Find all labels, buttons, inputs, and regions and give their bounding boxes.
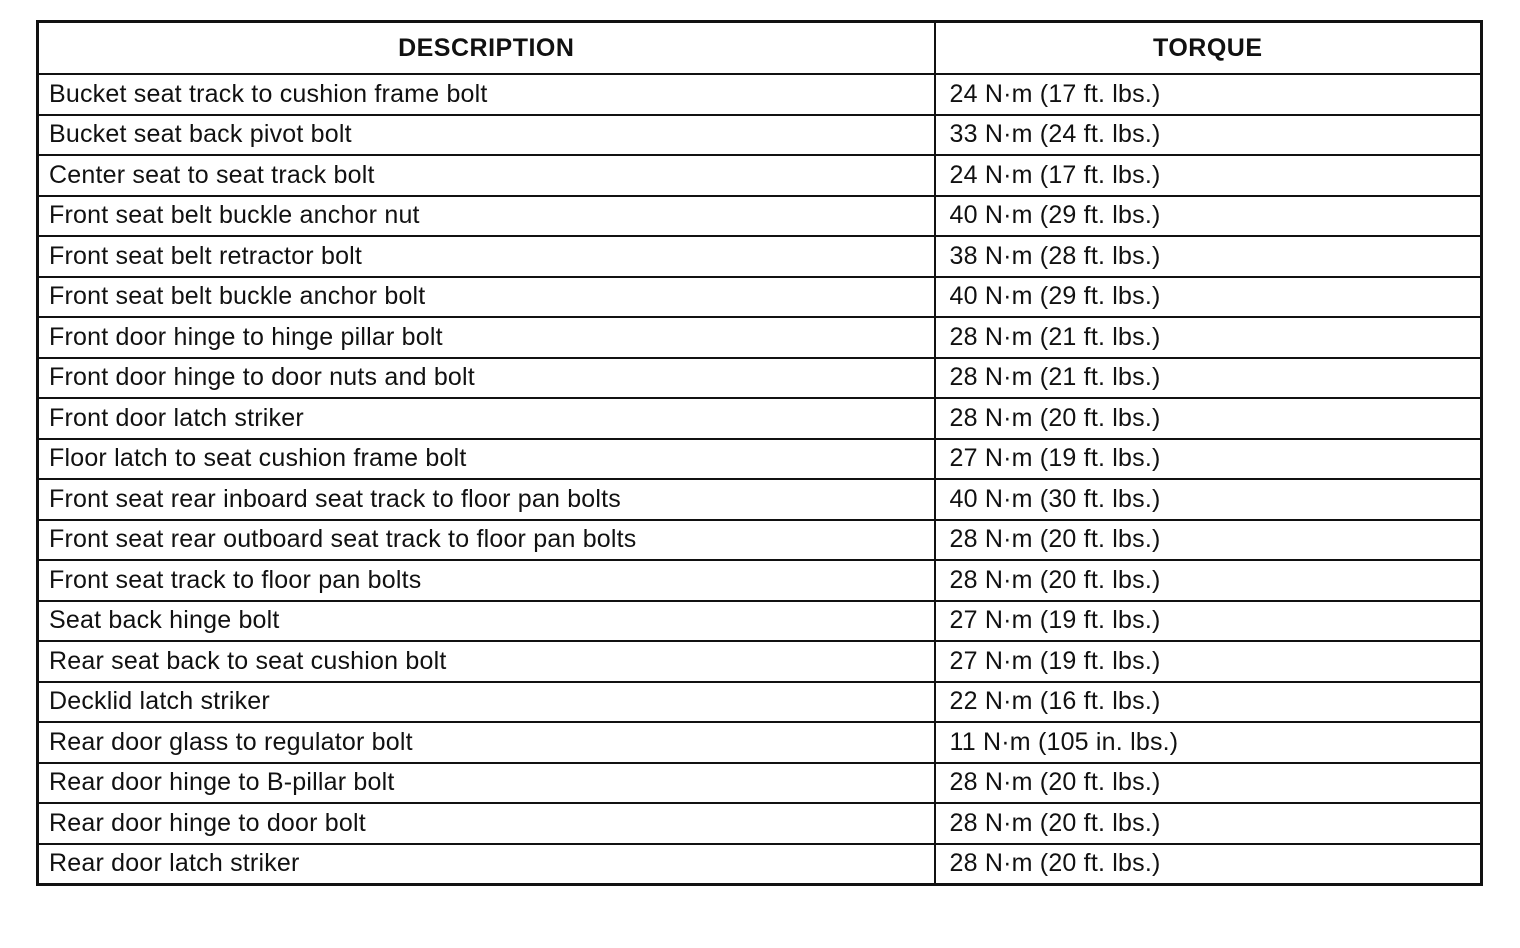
- torque-specification-table: [36, 20, 1483, 886]
- description-cell: Front seat belt buckle anchor nut: [38, 196, 935, 237]
- torque-cell: 28 N·m (20 ft. lbs.): [935, 763, 1482, 804]
- header-description: DESCRIPTION: [38, 22, 935, 75]
- torque-cell: 28 N·m (20 ft. lbs.): [935, 520, 1482, 561]
- torque-cell: 11 N·m (105 in. lbs.): [935, 722, 1482, 763]
- description-cell: Front door hinge to hinge pillar bolt: [38, 317, 935, 358]
- table-row: [38, 155, 1482, 196]
- description-cell: Front door hinge to door nuts and bolt: [38, 358, 935, 399]
- table-row: [38, 844, 1482, 885]
- torque-cell: 40 N·m (30 ft. lbs.): [935, 479, 1482, 520]
- description-cell: Center seat to seat track bolt: [38, 155, 935, 196]
- description-cell: Floor latch to seat cushion frame bolt: [38, 439, 935, 480]
- torque-cell: 27 N·m (19 ft. lbs.): [935, 641, 1482, 682]
- table-header: [38, 22, 1482, 75]
- torque-cell: 24 N·m (17 ft. lbs.): [935, 155, 1482, 196]
- header-row: [38, 22, 1482, 75]
- torque-cell: 28 N·m (20 ft. lbs.): [935, 398, 1482, 439]
- torque-cell: 22 N·m (16 ft. lbs.): [935, 682, 1482, 723]
- description-cell: Front seat track to floor pan bolts: [38, 560, 935, 601]
- table-row: [38, 115, 1482, 156]
- description-cell: Bucket seat back pivot bolt: [38, 115, 935, 156]
- table-row: [38, 803, 1482, 844]
- table-row: [38, 641, 1482, 682]
- table-body: [38, 74, 1482, 885]
- table-row: [38, 317, 1482, 358]
- table-row: [38, 196, 1482, 237]
- description-cell: Front seat belt buckle anchor bolt: [38, 277, 935, 318]
- torque-cell: 27 N·m (19 ft. lbs.): [935, 439, 1482, 480]
- description-cell: Front seat belt retractor bolt: [38, 236, 935, 277]
- torque-cell: 28 N·m (20 ft. lbs.): [935, 803, 1482, 844]
- description-cell: Front seat rear inboard seat track to floor pan bolts: [38, 479, 935, 520]
- table-row: [38, 236, 1482, 277]
- header-torque: TORQUE: [935, 22, 1482, 75]
- torque-cell: 24 N·m (17 ft. lbs.): [935, 74, 1482, 115]
- torque-cell: 28 N·m (20 ft. lbs.): [935, 560, 1482, 601]
- description-cell: Front door latch striker: [38, 398, 935, 439]
- table-row: [38, 479, 1482, 520]
- torque-cell: 28 N·m (21 ft. lbs.): [935, 317, 1482, 358]
- table-row: [38, 277, 1482, 318]
- table-row: [38, 358, 1482, 399]
- table-row: [38, 601, 1482, 642]
- description-cell: Rear door hinge to door bolt: [38, 803, 935, 844]
- torque-cell: 27 N·m (19 ft. lbs.): [935, 601, 1482, 642]
- table-row: [38, 560, 1482, 601]
- table-row: [38, 74, 1482, 115]
- table-row: [38, 722, 1482, 763]
- description-cell: Rear seat back to seat cushion bolt: [38, 641, 935, 682]
- description-cell: Rear door latch striker: [38, 844, 935, 885]
- description-cell: Seat back hinge bolt: [38, 601, 935, 642]
- table-row: [38, 682, 1482, 723]
- torque-cell: 38 N·m (28 ft. lbs.): [935, 236, 1482, 277]
- torque-cell: 40 N·m (29 ft. lbs.): [935, 196, 1482, 237]
- torque-cell: 33 N·m (24 ft. lbs.): [935, 115, 1482, 156]
- description-cell: Rear door glass to regulator bolt: [38, 722, 935, 763]
- description-cell: Bucket seat track to cushion frame bolt: [38, 74, 935, 115]
- description-cell: Decklid latch striker: [38, 682, 935, 723]
- description-cell: Front seat rear outboard seat track to floor pan bolts: [38, 520, 935, 561]
- table-row: [38, 520, 1482, 561]
- table-row: [38, 398, 1482, 439]
- torque-cell: 28 N·m (20 ft. lbs.): [935, 844, 1482, 885]
- torque-cell: 28 N·m (21 ft. lbs.): [935, 358, 1482, 399]
- table-row: [38, 763, 1482, 804]
- table-row: [38, 439, 1482, 480]
- torque-cell: 40 N·m (29 ft. lbs.): [935, 277, 1482, 318]
- description-cell: Rear door hinge to B-pillar bolt: [38, 763, 935, 804]
